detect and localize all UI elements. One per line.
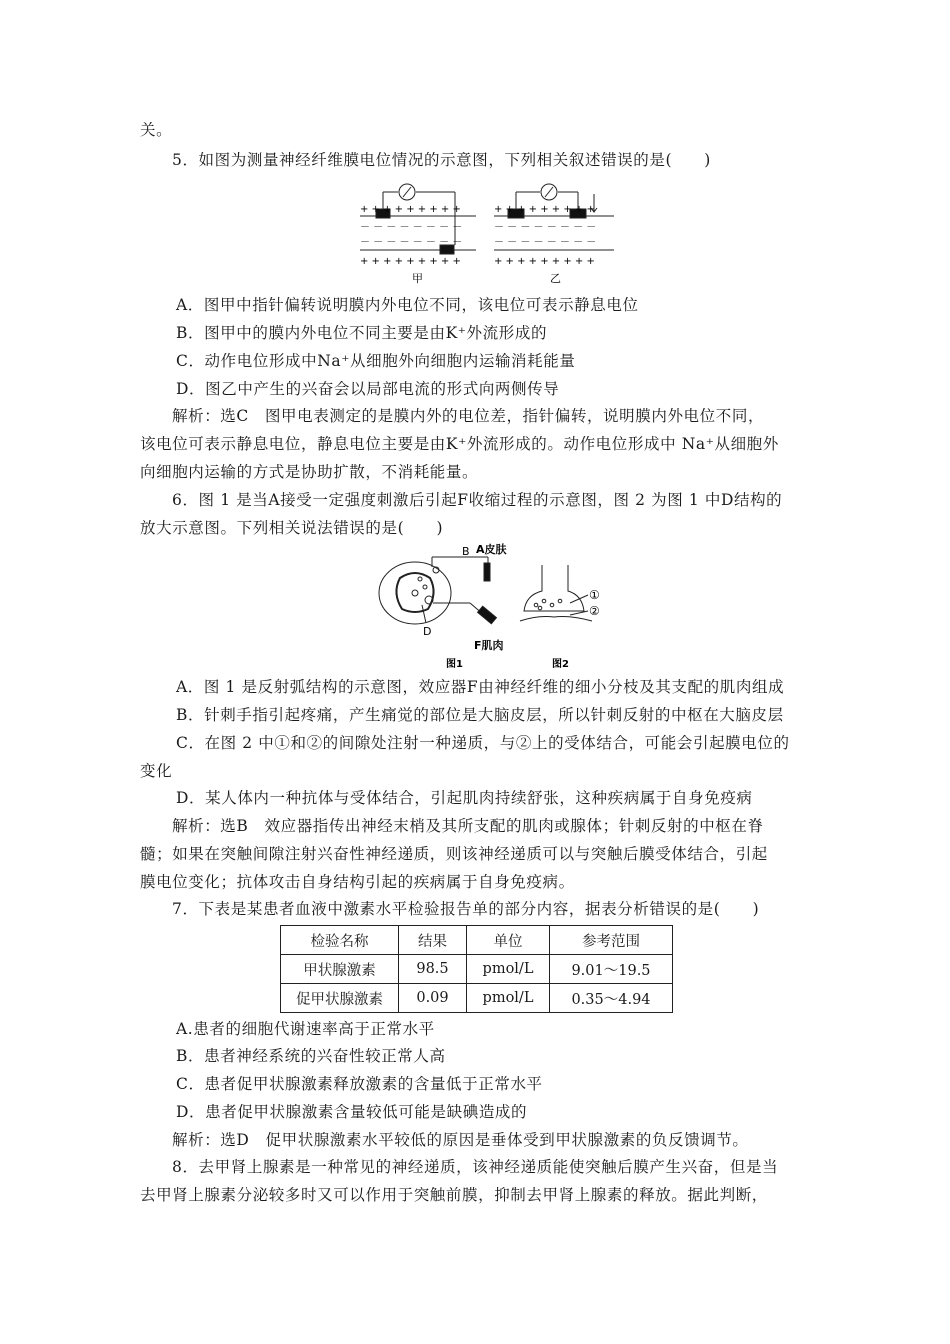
yi-plus-top: + + + + + + + + + xyxy=(494,204,595,215)
q7-option-c: C．患者促甲状腺激素释放激素的含量低于正常水平 xyxy=(176,1075,543,1093)
q5-solution-line-1: 解析：选C 图甲电表测定的是膜内外的电位差，指针偏转，说明膜内外电位不同， xyxy=(172,407,765,425)
label-b: B xyxy=(462,545,470,558)
q6-solution-line-3: 膜电位变化；抗体攻击自身结构引起的疾病属于自身免疫病。 xyxy=(140,873,575,891)
q6-option-d: D．某人体内一种抗体与受体结合，引起肌肉持续舒张，这种疾病属于自身免疫病 xyxy=(176,789,753,807)
q7-option-b: B．患者神经系统的兴奋性较正常人高 xyxy=(176,1047,446,1065)
table-cell: 甲状腺激素 xyxy=(281,955,399,984)
label-fig1: 图1 xyxy=(446,659,463,670)
question-5: 5．如图为测量神经纤维膜电位情况的示意图，下列相关叙述错误的是( ) xyxy=(172,151,711,169)
question-7: 7．下表是某患者血液中激素水平检验报告单的部分内容，据表分析错误的是( ) xyxy=(172,900,760,918)
question-8-line-2: 去甲肾上腺素分泌较多时又可以作用于突触前膜，抑制去甲肾上腺素的释放。据此判断， xyxy=(140,1186,768,1204)
q6-option-c-line-2: 变化 xyxy=(140,762,173,780)
table-cell: 0.35～4.94 xyxy=(550,984,673,1013)
table-header-cell: 检验名称 xyxy=(281,926,399,955)
q5-solution-line-2: 该电位可表示静息电位，静息电位主要是由K⁺外流形成的。动作电位形成中 Na⁺从细胞外 xyxy=(140,435,779,453)
yi-minus-bottom: － － － － － － － － xyxy=(494,237,597,248)
label-circle-1: ① xyxy=(589,588,600,602)
label-d: D xyxy=(423,625,432,638)
question-6-line-1: 6．图 1 是当A接受一定强度刺激后引起F收缩过程的示意图，图 2 为图 1 中D结构的 xyxy=(172,491,783,509)
table-cell: pmol/L xyxy=(467,955,550,984)
jia-plus-bottom: + + + + + + + + + xyxy=(360,256,461,267)
q6-solution-line-1: 解析：选B 效应器指传出神经末梢及其所支配的肌肉或腺体；针刺反射的中枢在脊 xyxy=(172,817,764,835)
table-header-row xyxy=(281,926,673,955)
question-8-line-1: 8．去甲肾上腺素是一种常见的神经递质，该神经递质能使突触后膜产生兴奋，但是当 xyxy=(172,1158,779,1176)
label-circle-2: ② xyxy=(589,604,600,618)
text-line: 关。 xyxy=(140,121,173,139)
jia-minus-bottom: － － － － － － － － xyxy=(360,237,463,248)
question-6-line-2: 放大示意图。下列相关说法错误的是( ) xyxy=(140,519,444,537)
q5-option-a: A．图甲中指针偏转说明膜内外电位不同，该电位可表示静息电位 xyxy=(176,296,639,314)
q6-option-a: A．图 1 是反射弧结构的示意图，效应器F由神经纤维的细小分枝及其支配的肌肉组成 xyxy=(176,678,785,696)
table-cell: 9.01～19.5 xyxy=(550,955,673,984)
jia-label: 甲 xyxy=(412,272,423,285)
label-a-skin: A皮肤 xyxy=(476,543,507,556)
table-row xyxy=(281,984,673,1013)
figure-membrane-potential xyxy=(358,178,620,288)
q6-option-b: B．针刺手指引起疼痛，产生痛觉的部位是大脑皮层，所以针刺反射的中枢在大脑皮层 xyxy=(176,706,784,724)
table-cell: pmol/L xyxy=(467,984,550,1013)
yi-label: 乙 xyxy=(550,272,561,285)
q5-option-b: B．图甲中的膜内外电位不同主要是由K⁺外流形成的 xyxy=(176,324,548,342)
figure-reflex-arc xyxy=(370,543,640,673)
q6-solution-line-2: 髓；如果在突触间隙注射兴奋性神经递质，则该神经递质可以与突触后膜受体结合，引起 xyxy=(140,845,768,863)
q7-option-a: A.患者的细胞代谢速率高于正常水平 xyxy=(176,1020,435,1038)
spinal-cord-diagram xyxy=(379,557,496,624)
q5-option-d: D．图乙中产生的兴奋会以局部电流的形式向两侧传导 xyxy=(176,380,560,398)
label-f-muscle: F肌肉 xyxy=(474,639,504,652)
yi-minus-top: － － － － － － － － xyxy=(494,222,597,233)
synapse-diagram xyxy=(520,565,592,621)
table-cell: 98.5 xyxy=(399,955,467,984)
q5-option-c: C．动作电位形成中Na⁺从细胞外向细胞内运输消耗能量 xyxy=(176,352,576,370)
table-header-cell: 结果 xyxy=(399,926,467,955)
jia-plus-top: + + + + + + + + + xyxy=(360,204,461,215)
table-header-cell: 单位 xyxy=(467,926,550,955)
q7-option-d: D．患者促甲状腺激素含量较低可能是缺碘造成的 xyxy=(176,1103,528,1121)
table-header-cell: 参考范围 xyxy=(550,926,673,955)
q7-solution: 解析：选D 促甲状腺激素水平较低的原因是垂体受到甲状腺激素的负反馈调节。 xyxy=(172,1131,749,1149)
table-cell: 0.09 xyxy=(399,984,467,1013)
jia-minus-top: － － － － － － － － xyxy=(360,222,463,233)
q6-option-c-line-1: C．在图 2 中①和②的间隙处注射一种递质，与②上的受体结合，可能会引起膜电位的 xyxy=(176,734,790,752)
table-row xyxy=(281,955,673,984)
yi-plus-bottom: + + + + + + + + + xyxy=(494,256,595,267)
q5-solution-line-3: 向细胞内运输的方式是协助扩散，不消耗能量。 xyxy=(140,463,479,481)
label-fig2: 图2 xyxy=(552,659,569,670)
hormone-report-table xyxy=(280,925,673,1013)
table-cell: 促甲状腺激素 xyxy=(281,984,399,1013)
